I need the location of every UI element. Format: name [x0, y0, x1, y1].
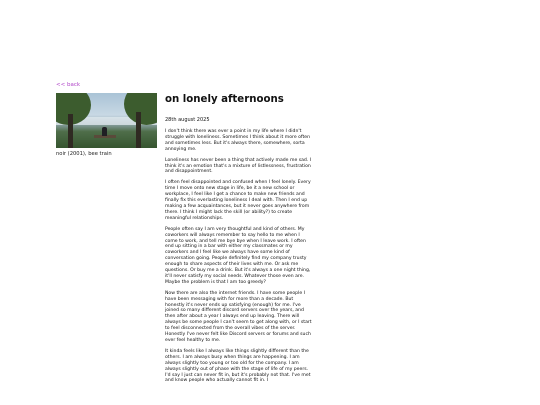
paragraph: It kinda feels like I always like things slightly different than the others. I am always busy when things are happening. I am always slightly too young or too old for the company. I am always slightly out of phase with the stage of life of my peers. I'd say I just can never fit in, but it's probably not that. I've met and know people who actually cannot fit in. I	[165, 348, 311, 384]
paragraph: I don't think there was ever a point in my life where I didn't struggle with loneliness. Sometimes I think about it more often and sometimes less. But it's always there, somewhere, sorta annoying me.	[165, 129, 311, 152]
sidebar	[56, 93, 158, 157]
paragraph: Now there are also the internet friends. I have some people I have been messaging with for more than a decade. But honestly it's never ends up satisfying (enough) for me. I've joined so many different discord servers over the years, and then after about a year I always end up leaving. There will always be some people I can't seem to get along with, or I start to feel disconnected from the overall vibes of the server. Honestly I've never felt like Discord servers or forums and such ever feel healthy to me.	[165, 290, 312, 343]
post-date: 28th august 2025	[165, 117, 210, 123]
tree-trunk	[68, 114, 73, 148]
person-figure	[102, 127, 107, 136]
article	[165, 93, 312, 389]
paragraph: People often say I am very thoughtful and kind of others. My coworkers will always remember to say hello to me when I come to work, and tell me bye bye when I leave work. I often end up sitting in a bar with either my classmates or my coworkers and I feel like we always have some kind of conversation going. People definitely find my company trusty enough to share aspects of their lives with me. Or ask me questions. Or buy me a drink. But it's always a one night thing, it'll never satisfy my social needs. Whatever those even are. Maybe the problem is that I am too greedy?	[165, 226, 311, 285]
page-title: on lonely afternoons	[165, 94, 284, 105]
paragraph: Loneliness has never been a thing that actively made me sad. I think it's an emotion that's a mixture of listlessness, frustration and disappointment.	[165, 157, 312, 175]
tree-trunk	[136, 112, 141, 148]
image-caption: noir (2001), bee train	[56, 151, 112, 157]
article-image	[56, 93, 157, 148]
paragraph: I often feel disappointed and confused when I feel lonely. Every time I move onto new stage in life, be it a new school or workplace, I feel like I get a chance to make new friends and finally fix this everlasting loneliness I deal with. Then I end up making a few acquaintances, but it never goes anywhere from there. I think I might lack the skill (or ability?) to create meaningful relationships.	[165, 180, 311, 221]
back-link[interactable]: << back	[56, 82, 81, 88]
